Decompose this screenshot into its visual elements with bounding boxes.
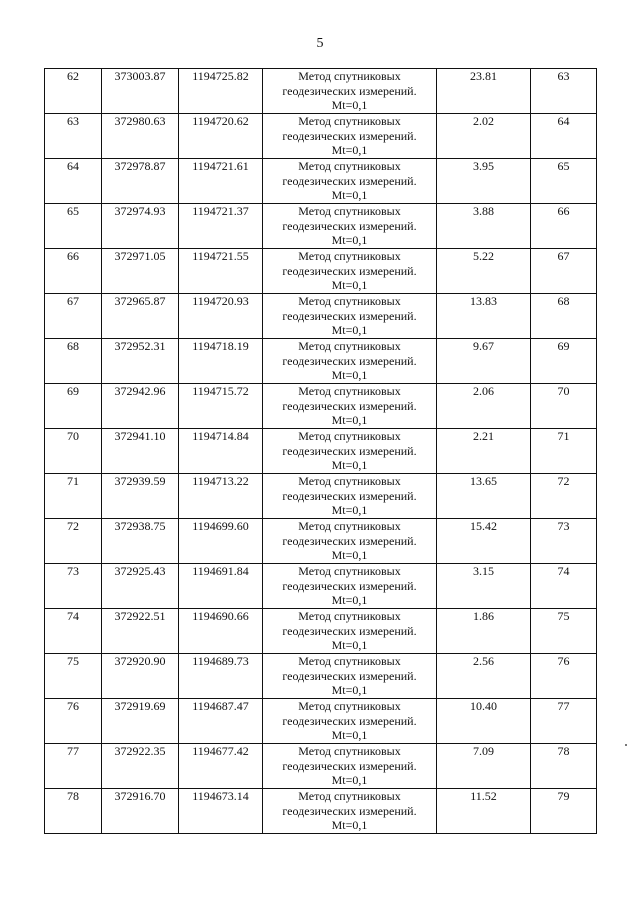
- scan-speck: [625, 744, 627, 746]
- y-coordinate-cell: 1194720.93: [179, 294, 263, 339]
- table-row: [45, 159, 597, 204]
- distance-cell: 3.95: [437, 159, 531, 204]
- next-point-cell: 78: [531, 744, 597, 789]
- y-coordinate-cell: 1194699.60: [179, 519, 263, 564]
- method-line: Mt=0,1: [331, 818, 368, 832]
- table-row: [45, 519, 597, 564]
- method-line: Метод спутниковых: [298, 519, 401, 533]
- point-number-cell: 72: [45, 519, 102, 564]
- method-line: Mt=0,1: [331, 503, 368, 517]
- next-point-cell: 63: [531, 69, 597, 114]
- method-line: Метод спутниковых: [298, 474, 401, 488]
- method-line: Метод спутниковых: [298, 429, 401, 443]
- next-point-cell: 77: [531, 699, 597, 744]
- next-point-cell: 69: [531, 339, 597, 384]
- method-line: Mt=0,1: [331, 188, 368, 202]
- method-line: геодезических измерений.: [282, 443, 417, 458]
- method-line: Метод спутниковых: [298, 744, 401, 758]
- table-row: [45, 429, 597, 474]
- method-line: Метод спутниковых: [298, 294, 401, 308]
- table-row: [45, 249, 597, 294]
- distance-cell: 7.09: [437, 744, 531, 789]
- x-coordinate-cell: 372978.87: [102, 159, 179, 204]
- distance-cell: 10.40: [437, 699, 531, 744]
- method-line: геодезических измерений.: [282, 263, 417, 278]
- method-cell: [263, 69, 437, 114]
- method-line: геодезических измерений.: [282, 173, 417, 188]
- method-line: геодезических измерений.: [282, 578, 417, 593]
- point-number-cell: 78: [45, 789, 102, 834]
- y-coordinate-cell: 1194721.61: [179, 159, 263, 204]
- method-line: Mt=0,1: [331, 413, 368, 427]
- x-coordinate-cell: 372920.90: [102, 654, 179, 699]
- x-coordinate-cell: 372922.51: [102, 609, 179, 654]
- coordinates-table-body: [45, 69, 597, 834]
- method-cell: [263, 114, 437, 159]
- point-number-cell: 67: [45, 294, 102, 339]
- method-line: Метод спутниковых: [298, 339, 401, 353]
- next-point-cell: 76: [531, 654, 597, 699]
- x-coordinate-cell: 372916.70: [102, 789, 179, 834]
- table-row: [45, 339, 597, 384]
- method-cell: [263, 204, 437, 249]
- method-line: Метод спутниковых: [298, 789, 401, 803]
- point-number-cell: 66: [45, 249, 102, 294]
- distance-cell: 2.56: [437, 654, 531, 699]
- method-line: геодезических измерений.: [282, 803, 417, 818]
- x-coordinate-cell: 373003.87: [102, 69, 179, 114]
- distance-cell: 13.65: [437, 474, 531, 519]
- method-cell: [263, 474, 437, 519]
- y-coordinate-cell: 1194687.47: [179, 699, 263, 744]
- point-number-cell: 71: [45, 474, 102, 519]
- method-line: геодезических измерений.: [282, 308, 417, 323]
- x-coordinate-cell: 372974.93: [102, 204, 179, 249]
- method-line: Метод спутниковых: [298, 204, 401, 218]
- next-point-cell: 66: [531, 204, 597, 249]
- method-cell: [263, 789, 437, 834]
- method-line: Метод спутниковых: [298, 69, 401, 83]
- point-number-cell: 75: [45, 654, 102, 699]
- next-point-cell: 74: [531, 564, 597, 609]
- method-line: Mt=0,1: [331, 233, 368, 247]
- method-line: геодезических измерений.: [282, 758, 417, 773]
- next-point-cell: 65: [531, 159, 597, 204]
- method-cell: [263, 699, 437, 744]
- y-coordinate-cell: 1194718.19: [179, 339, 263, 384]
- table-row: [45, 609, 597, 654]
- x-coordinate-cell: 372942.96: [102, 384, 179, 429]
- method-line: геодезических измерений.: [282, 533, 417, 548]
- x-coordinate-cell: 372965.87: [102, 294, 179, 339]
- table-row: [45, 699, 597, 744]
- method-line: Метод спутниковых: [298, 564, 401, 578]
- method-line: Mt=0,1: [331, 548, 368, 562]
- method-line: Mt=0,1: [331, 143, 368, 157]
- method-line: геодезических измерений.: [282, 83, 417, 98]
- y-coordinate-cell: 1194720.62: [179, 114, 263, 159]
- distance-cell: 13.83: [437, 294, 531, 339]
- y-coordinate-cell: 1194713.22: [179, 474, 263, 519]
- next-point-cell: 70: [531, 384, 597, 429]
- next-point-cell: 72: [531, 474, 597, 519]
- method-line: Mt=0,1: [331, 323, 368, 337]
- method-line: Mt=0,1: [331, 773, 368, 787]
- point-number-cell: 73: [45, 564, 102, 609]
- point-number-cell: 74: [45, 609, 102, 654]
- table-row: [45, 384, 597, 429]
- point-number-cell: 68: [45, 339, 102, 384]
- next-point-cell: 79: [531, 789, 597, 834]
- next-point-cell: 73: [531, 519, 597, 564]
- distance-cell: 2.02: [437, 114, 531, 159]
- next-point-cell: 75: [531, 609, 597, 654]
- method-line: Mt=0,1: [331, 458, 368, 472]
- x-coordinate-cell: 372925.43: [102, 564, 179, 609]
- method-line: геодезических измерений.: [282, 128, 417, 143]
- method-cell: [263, 564, 437, 609]
- method-line: Метод спутниковых: [298, 699, 401, 713]
- table-row: [45, 294, 597, 339]
- y-coordinate-cell: 1194677.42: [179, 744, 263, 789]
- method-cell: [263, 339, 437, 384]
- distance-cell: 9.67: [437, 339, 531, 384]
- method-line: Метод спутниковых: [298, 609, 401, 623]
- distance-cell: 1.86: [437, 609, 531, 654]
- y-coordinate-cell: 1194691.84: [179, 564, 263, 609]
- x-coordinate-cell: 372919.69: [102, 699, 179, 744]
- method-cell: [263, 159, 437, 204]
- method-line: Mt=0,1: [331, 278, 368, 292]
- method-line: Mt=0,1: [331, 638, 368, 652]
- x-coordinate-cell: 372939.59: [102, 474, 179, 519]
- next-point-cell: 68: [531, 294, 597, 339]
- method-line: Mt=0,1: [331, 728, 368, 742]
- point-number-cell: 70: [45, 429, 102, 474]
- method-line: Mt=0,1: [331, 593, 368, 607]
- table-row: [45, 69, 597, 114]
- method-line: геодезических измерений.: [282, 398, 417, 413]
- method-cell: [263, 519, 437, 564]
- y-coordinate-cell: 1194721.55: [179, 249, 263, 294]
- y-coordinate-cell: 1194721.37: [179, 204, 263, 249]
- table-row: [45, 654, 597, 699]
- distance-cell: 2.21: [437, 429, 531, 474]
- y-coordinate-cell: 1194690.66: [179, 609, 263, 654]
- table-row: [45, 204, 597, 249]
- point-number-cell: 69: [45, 384, 102, 429]
- distance-cell: 3.15: [437, 564, 531, 609]
- y-coordinate-cell: 1194715.72: [179, 384, 263, 429]
- method-line: Метод спутниковых: [298, 249, 401, 263]
- coordinates-table: [44, 68, 597, 834]
- point-number-cell: 63: [45, 114, 102, 159]
- method-cell: [263, 249, 437, 294]
- table-row: [45, 789, 597, 834]
- table-row: [45, 744, 597, 789]
- distance-cell: 23.81: [437, 69, 531, 114]
- distance-cell: 5.22: [437, 249, 531, 294]
- method-line: Метод спутниковых: [298, 159, 401, 173]
- distance-cell: 2.06: [437, 384, 531, 429]
- point-number-cell: 65: [45, 204, 102, 249]
- distance-cell: 11.52: [437, 789, 531, 834]
- method-cell: [263, 744, 437, 789]
- table-row: [45, 114, 597, 159]
- point-number-cell: 77: [45, 744, 102, 789]
- point-number-cell: 64: [45, 159, 102, 204]
- x-coordinate-cell: 372952.31: [102, 339, 179, 384]
- next-point-cell: 67: [531, 249, 597, 294]
- method-line: Mt=0,1: [331, 98, 368, 112]
- y-coordinate-cell: 1194673.14: [179, 789, 263, 834]
- method-line: Mt=0,1: [331, 683, 368, 697]
- method-line: Метод спутниковых: [298, 654, 401, 668]
- method-cell: [263, 654, 437, 699]
- method-line: геодезических измерений.: [282, 623, 417, 638]
- y-coordinate-cell: 1194689.73: [179, 654, 263, 699]
- next-point-cell: 64: [531, 114, 597, 159]
- point-number-cell: 76: [45, 699, 102, 744]
- method-line: Метод спутниковых: [298, 114, 401, 128]
- method-cell: [263, 384, 437, 429]
- table-row: [45, 564, 597, 609]
- x-coordinate-cell: 372941.10: [102, 429, 179, 474]
- distance-cell: 3.88: [437, 204, 531, 249]
- x-coordinate-cell: 372971.05: [102, 249, 179, 294]
- method-cell: [263, 609, 437, 654]
- distance-cell: 15.42: [437, 519, 531, 564]
- method-line: Метод спутниковых: [298, 384, 401, 398]
- method-line: геодезических измерений.: [282, 488, 417, 503]
- x-coordinate-cell: 372938.75: [102, 519, 179, 564]
- method-cell: [263, 294, 437, 339]
- method-line: Mt=0,1: [331, 368, 368, 382]
- method-cell: [263, 429, 437, 474]
- page-number: 5: [316, 36, 324, 51]
- x-coordinate-cell: 372980.63: [102, 114, 179, 159]
- table-row: [45, 474, 597, 519]
- next-point-cell: 71: [531, 429, 597, 474]
- method-line: геодезических измерений.: [282, 353, 417, 368]
- method-line: геодезических измерений.: [282, 668, 417, 683]
- x-coordinate-cell: 372922.35: [102, 744, 179, 789]
- point-number-cell: 62: [45, 69, 102, 114]
- method-line: геодезических измерений.: [282, 218, 417, 233]
- y-coordinate-cell: 1194714.84: [179, 429, 263, 474]
- method-line: геодезических измерений.: [282, 713, 417, 728]
- y-coordinate-cell: 1194725.82: [179, 69, 263, 114]
